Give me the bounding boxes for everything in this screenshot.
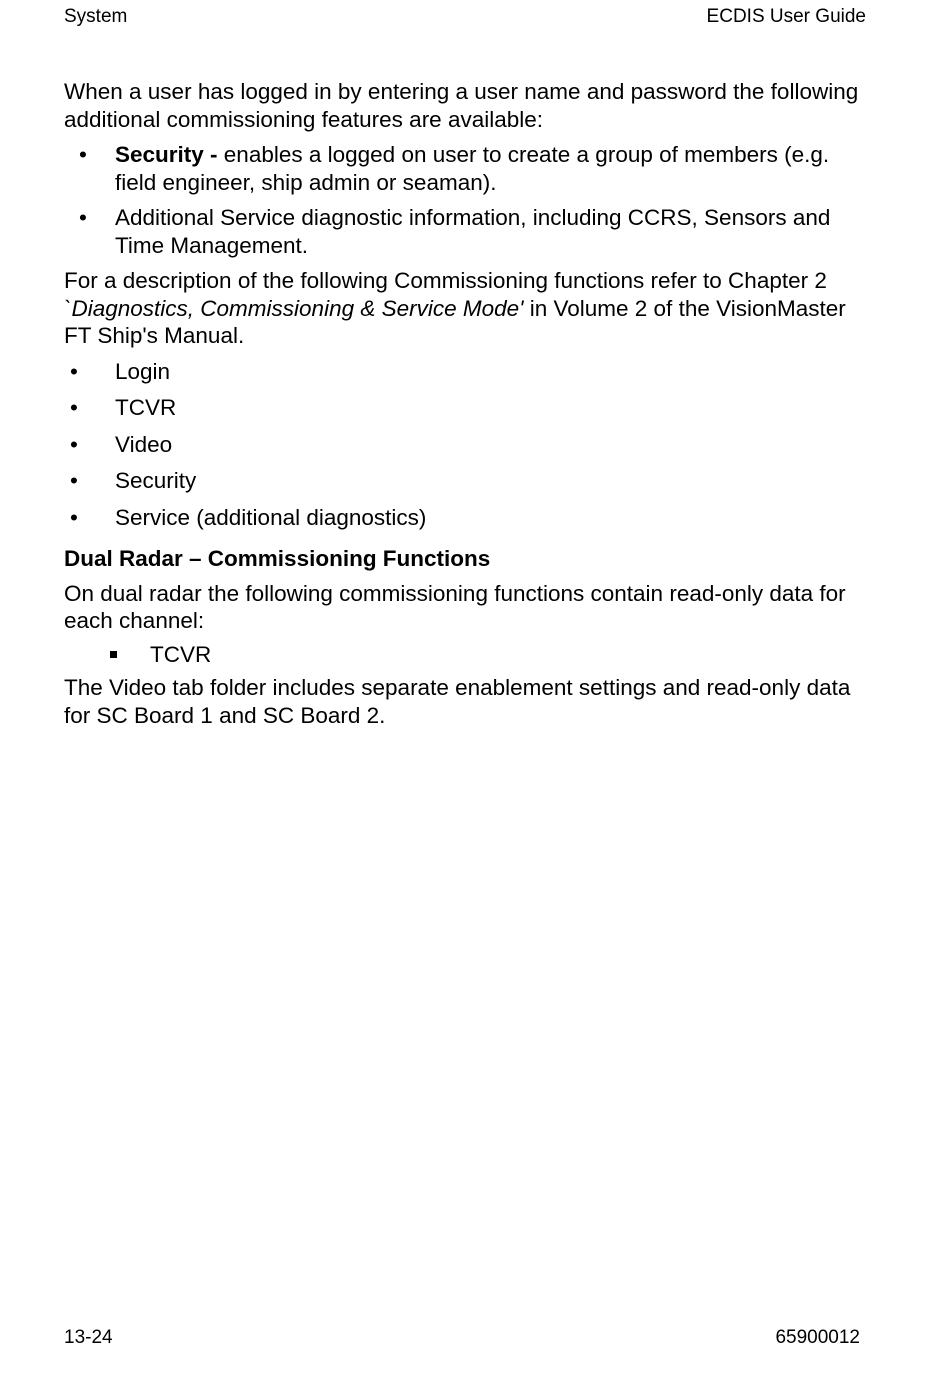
list-item [64,641,874,669]
page-number: 13-24 [64,1327,113,1348]
header-section-title: System [64,6,128,27]
list-item [64,204,874,259]
commissioning-function-list [64,358,874,532]
bullet-icon: • [70,431,78,457]
bullet-icon: • [79,205,87,230]
dual-radar-paragraph: On dual radar the following commissioning functions contain read-only data for each channel: [64,580,846,633]
reference-paragraph [64,267,874,350]
reference-chapter-title: `Diagnostics, Commissioning & Service Mode' [64,295,524,321]
bullet-icon: • [70,468,78,493]
document-number: 65900012 [775,1327,860,1348]
intro-paragraph: When a user has logged in by entering a user name and password the following additional commissioning features are available: [64,79,859,132]
reference-text-after: in Volume 2 of the VisionMaster FT Ship's Manual. [64,295,846,348]
function-label: TCVR [115,395,177,420]
feature-term: Security - [115,142,218,167]
page-header [64,6,866,30]
list-item [64,467,874,495]
list-item [64,504,874,532]
reference-text-before: For a description of the following Commissioning functions refer to Chapter 2 [64,268,827,293]
bullet-icon: • [70,504,78,530]
page-content [64,78,874,729]
square-bullet-icon [110,651,117,658]
video-note-paragraph: The Video tab folder includes separate enablement settings and read-only data for SC Board 1 and SC Board 2. [64,675,851,728]
feature-text: enables a logged on user to create a group of members (e.g. field engineer, ship admin or seaman). [115,142,830,195]
list-item [64,141,874,196]
header-guide-title: ECDIS User Guide [706,6,866,27]
dual-radar-heading: Dual Radar – Commissioning Functions [64,546,491,571]
feature-list [64,141,874,259]
function-label: Login [115,358,171,384]
list-item [64,394,874,422]
list-item [64,358,874,386]
bullet-icon: • [79,142,87,167]
dual-radar-function-list [64,641,874,669]
bullet-icon: • [70,395,78,420]
function-label: Video [115,431,173,457]
list-item [64,431,874,459]
feature-text: Additional Service diagnostic information, including CCRS, Sensors and Time Management. [115,205,831,258]
bullet-icon: • [70,358,78,384]
function-label: Service (additional diagnostics) [115,504,427,530]
function-label: Security [115,468,197,493]
function-label: TCVR [150,641,212,667]
